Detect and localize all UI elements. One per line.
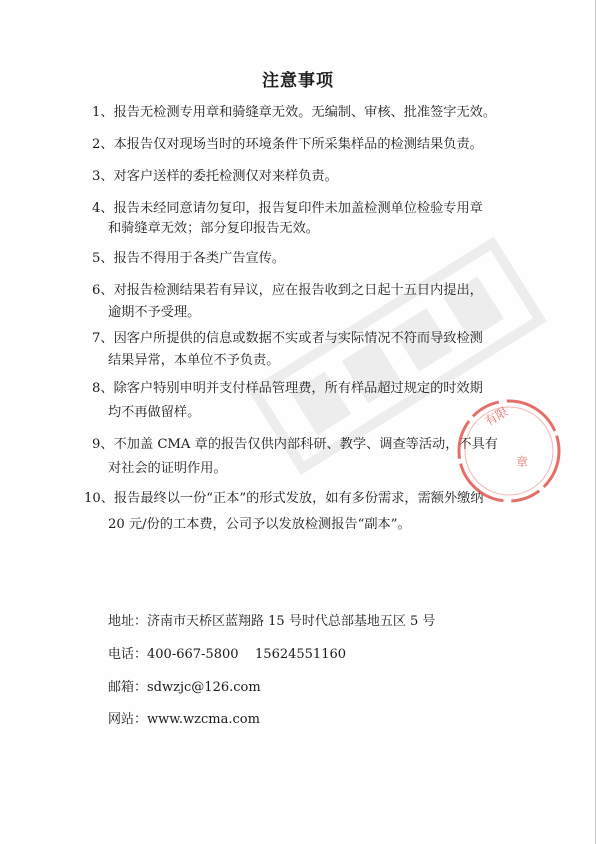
- company-seal: [454, 396, 564, 506]
- note-continuation: 20 元/份的工本费，公司予以发放检测报告“副本”。: [108, 517, 411, 532]
- note-number: 1、: [92, 105, 114, 120]
- phone-row: [108, 643, 346, 662]
- note-text: 除客户特别申明并支付样品管理费，所有样品超过规定的时效期: [113, 381, 483, 396]
- note-text: 本报告仅对现场当时的环境条件下所采集样品的检测结果负责。: [113, 137, 483, 152]
- address-label: 地址：: [108, 614, 148, 629]
- note-number: 2、: [92, 137, 114, 152]
- note-continuation: 和骑缝章无效；部分复印报告无效。: [108, 221, 319, 236]
- note-item: [92, 249, 285, 269]
- note-number: 5、: [92, 251, 114, 266]
- note-text: 报告未经同意请勿复印，报告复印件未加盖检测单位检验专用章: [113, 201, 483, 216]
- email-label: 邮箱：: [108, 680, 148, 695]
- note-number: 4、: [92, 201, 114, 216]
- note-text: 报告无检测专用章和骑缝章无效。无编制、审核、批准签字无效。: [113, 105, 497, 120]
- note-item: [92, 199, 483, 219]
- note-item: [84, 489, 484, 509]
- note-text: 对客户送样的委托检测仅对来样负责。: [113, 169, 338, 184]
- website-value[interactable]: www.wzcma.com: [147, 712, 260, 727]
- note-item: [92, 379, 483, 399]
- note-number: 9、: [92, 437, 114, 452]
- note-continuation: 对社会的证明作用。: [108, 461, 227, 476]
- email-value[interactable]: sdwzjc@126.com: [147, 680, 261, 695]
- phone-value: 400-667-5800 15624551160: [147, 647, 347, 662]
- note-item: [92, 329, 483, 349]
- phone-label: 电话：: [108, 647, 148, 662]
- website-label: 网站：: [108, 712, 148, 727]
- note-item: [92, 281, 483, 301]
- note-text: 对报告检测结果若有异议，应在报告收到之日起十五日内提出，: [113, 283, 483, 298]
- website-row: [108, 708, 260, 727]
- note-number: 3、: [92, 169, 114, 184]
- note-number: 6、: [92, 283, 114, 298]
- note-continuation: 均不再做留样。: [108, 405, 201, 420]
- note-text: 报告最终以一份“正本”的形式发放，如有多份需求，需额外缴纳: [113, 491, 484, 506]
- note-text: 不加盖 CMA 章的报告仅供内部科研、教学、调查等活动，不具有: [113, 437, 498, 452]
- email-row: [108, 676, 261, 695]
- svg-text:有限: 有限: [482, 404, 511, 429]
- note-item: [92, 103, 496, 123]
- note-number: 10、: [84, 491, 114, 506]
- note-item: [92, 435, 498, 455]
- note-item: [92, 135, 483, 155]
- note-text: 报告不得用于各类广告宣传。: [113, 251, 286, 266]
- note-number: 8、: [92, 381, 114, 396]
- svg-text:章: 章: [516, 455, 529, 469]
- note-continuation: 逾期不予受理。: [108, 305, 201, 320]
- page-title: 注意事项: [262, 71, 334, 91]
- note-text: 因客户所提供的信息或数据不实或者与实际情况不符而导致检测: [113, 331, 483, 346]
- note-item: [92, 167, 338, 187]
- address-row: [108, 610, 435, 629]
- note-continuation: 结果异常，本单位不予负责。: [108, 353, 280, 368]
- note-number: 7、: [92, 331, 114, 346]
- address-value: 济南市天桥区蓝翔路 15 号时代总部基地五区 5 号: [147, 614, 436, 629]
